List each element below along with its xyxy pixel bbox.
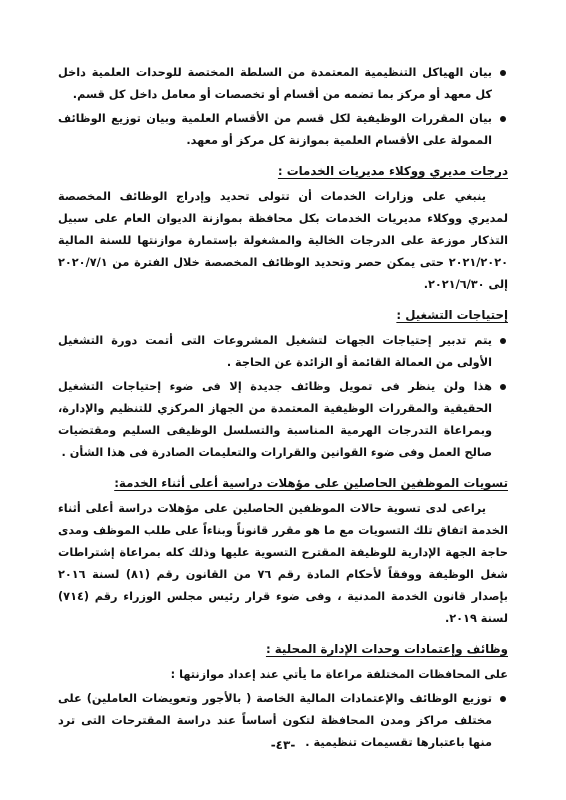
list-item: هذا ولن ينظر فى تمويل وظائف جديدة إلا فى ضوء إحتياجات التشغيل الحقيقية والمقررات الوظيفية المعتمدة من الجهاز المركزي للتنظيم والإدارة، وبمراعاة التدرجات الهرمية المناسبة والتسلسل الوظيفى السليم ومقتضيات صالح العمل وفى ضوء القوانين والقرارات والتعليمات الصادرة فى هذا الشأن .	[58, 376, 508, 464]
section-heading-operation: إحتياجات التشغيل :	[396, 308, 508, 322]
list-item: بيان المقررات الوظيفية لكل قسم من الأقسام العلمية وبيان توزيع الوظائف الممولة على الأقسام العلمية بموازنة كل مركز أو معهد.	[58, 108, 508, 152]
document-page	[58, 62, 508, 756]
paragraph-directors: ينبغي على وزارات الخدمات أن تتولى تحديد وإدراج الوظائف المخصصة لمديري ووكلاء مديريات الخدمات بكل محافظة بموازنة الديوان العام على سبيل التذكار موزعة على الدرجات الخالية والمشغولة بإستمارة موازنتها للسنة المالية ٢٠٢١/٢٠٢٠ حتى يمكن حصر وتحديد الوظائف المخصصة خلال الفترة من ٢٠٢٠/٧/١ إلى ٢٠٢١/٦/٣٠.	[58, 190, 508, 291]
list-item: يتم تدبير إحتياجات الجهات لتشغيل المشروعات التى أتمت دورة التشغيل الأولى من العمالة القائمة أو الزائدة عن الحاجة .	[58, 330, 508, 374]
section-heading-directors: درجات مديري ووكلاء مديريات الخدمات :	[277, 164, 508, 178]
section-heading-settlements: تسويات الموظفين الحاصلين على مؤهلات دراسية أعلى أثناء الخدمة:	[114, 476, 508, 490]
list-item: توزيع الوظائف والإعتمادات المالية الخاصة ( بالأجور وتعويضات العاملين) على مختلف مراكز ومدن المحافظة لتكون أساساً عند دراسة المقترحات التى ترد منها باعتبارها تقسيمات تنظيمية .	[58, 688, 508, 754]
list-item: بيان الهياكل التنظيمية المعتمدة من السلطة المختصة للوحدات العلمية داخل كل معهد أو مركز بما تضمه من أقسام أو تخصصات أو معامل داخل كل قسم.	[58, 62, 508, 106]
paragraph-settlements: يراعى لدى تسوية حالات الموظفين الحاصلين على مؤهلات دراسة أعلى أثناء الخدمة اتفاق تلك التسويات مع ما هو مقرر قانوناً وبناءاً على طلب الموظف ومدى حاجة الجهة الإدارية للوظيفة المقترح التسوية عليها وذلك كله بمراعاة إشتراطات شغل الوظيفة ووفقاً لأحكام المادة رقم ٧٦ من القانون رقم (٨١) لسنة ٢٠١٦ بإصدار قانون الخدمة المدنية ، وفى ضوء قرار رئيس مجلس الوزراء رقم (٧١٤) لسنة ٢٠١٩.	[58, 502, 508, 625]
page-number: -٤٣-	[270, 738, 296, 752]
section-heading-local: وظائف وإعتمادات وحدات الإدارة المحلية :	[265, 642, 508, 656]
paragraph-local-intro: على المحافظات المختلفة مراعاة ما يأتي عند إعداد موازنتها :	[170, 668, 508, 681]
